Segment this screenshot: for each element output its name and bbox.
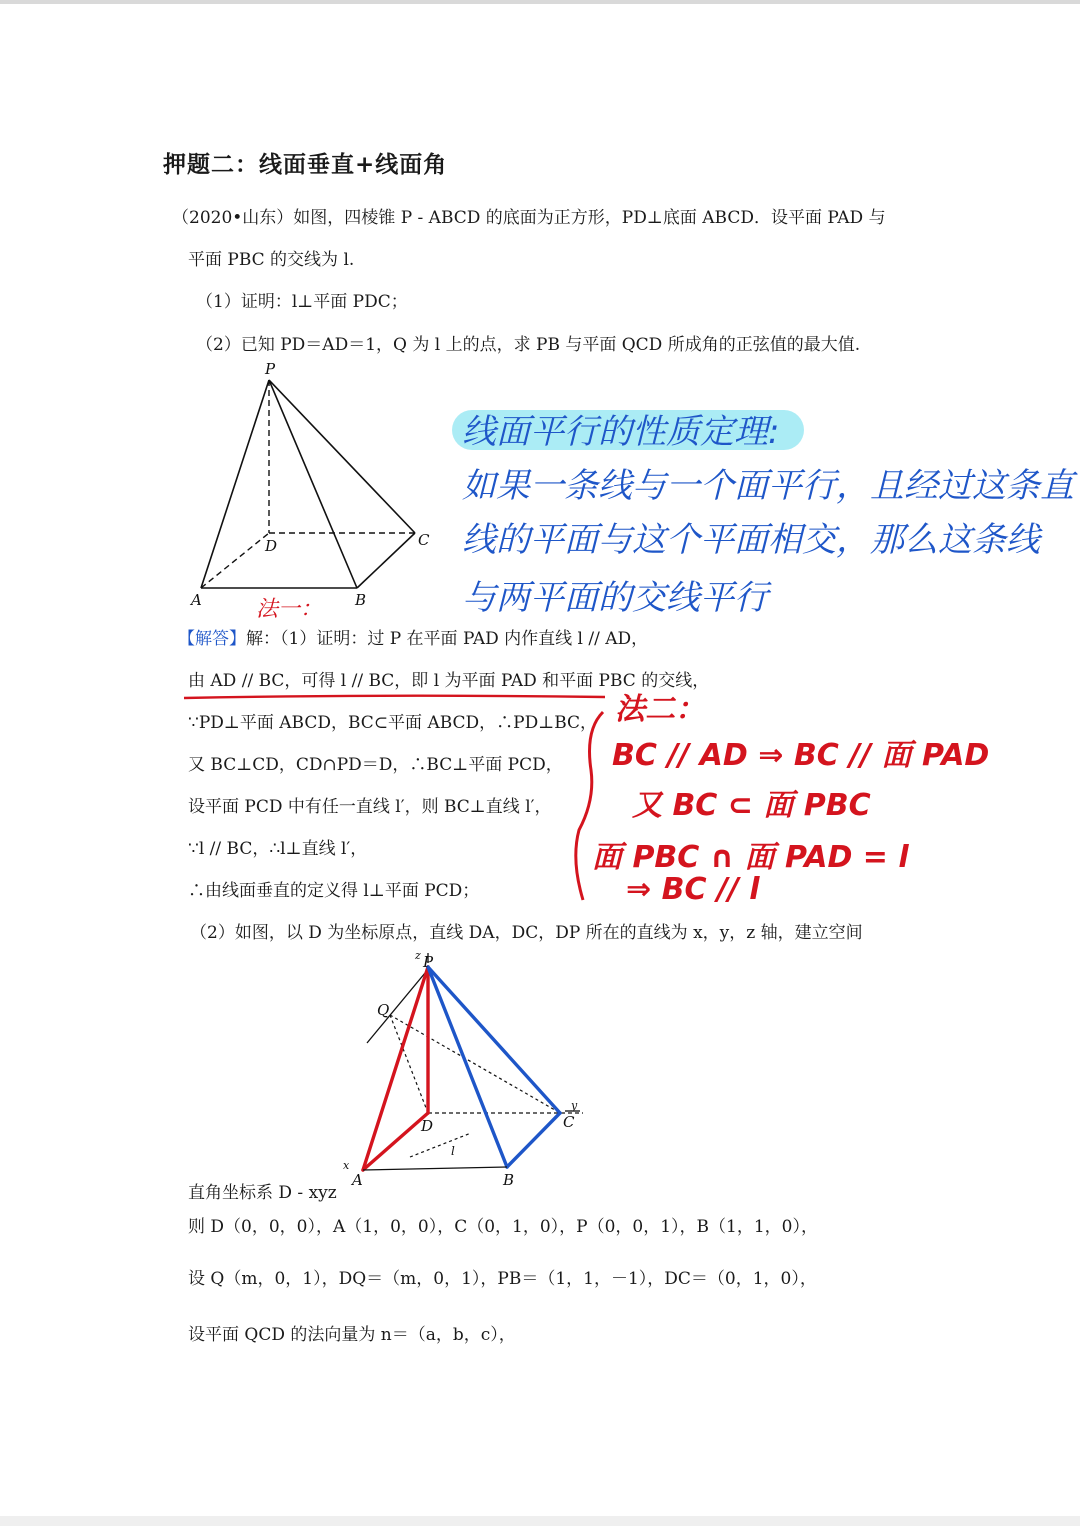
solution-line-10: 则 D（0，0，0），A（1，0，0），C（0，1，0），P（0，0，1），B（1，1，0）， <box>188 1217 818 1237</box>
label-C2: C <box>563 1113 575 1131</box>
annotation-red-line-3: 面 PBC ∩ 面 PAD = l <box>592 840 909 875</box>
edge-AD <box>201 533 269 588</box>
label-B: B <box>355 591 367 609</box>
annotation-red-line-2: 又 BC ⊂ 面 PBC <box>632 788 871 823</box>
annotation-red-line-4: ⇒ BC // l <box>626 872 760 907</box>
red-underline <box>180 690 610 704</box>
edge-PB <box>269 380 357 588</box>
label-B2: B <box>503 1171 515 1189</box>
blue-edge-PB <box>428 967 507 1167</box>
annotation-blue-line-3: 与两平面的交线平行 <box>462 578 768 618</box>
label-D2: D <box>421 1117 434 1135</box>
solution-line-11: 设 Q（m，0，1），DQ＝（m，0，1），PB＝（1，1，－1），DC＝（0，1，0）， <box>188 1269 817 1289</box>
annotation-blue-line-1: 如果一条线与一个面平行，且经过这条直 <box>462 466 1074 506</box>
solution-line-12: 设平面 QCD 的法向量为 n＝（a，b，c）， <box>188 1325 516 1345</box>
label-y: y <box>571 1099 578 1112</box>
edge-PC <box>269 380 415 533</box>
problem-line-2: 平面 PBC 的交线为 l. <box>188 250 355 270</box>
edge-BC <box>357 533 415 588</box>
segment-QC <box>390 1015 560 1113</box>
annotation-blue-line-2: 线的平面与这个平面相交，那么这条线 <box>462 520 1040 560</box>
solution-line-6: ∵l // BC，∴l⊥直线 l′， <box>188 839 368 859</box>
coordinate-figure <box>335 945 595 1190</box>
solution-text-1: 解：（1）证明：过 P 在平面 PAD 内作直线 l // AD， <box>246 629 649 649</box>
label-x: x <box>343 1159 350 1172</box>
solution-line-4: 又 BC⊥CD，CD∩PD＝D，∴BC⊥平面 PCD， <box>188 755 563 775</box>
label-P: P <box>265 360 276 378</box>
solution-line-7: ∴由线面垂直的定义得 l⊥平面 PCD； <box>188 881 480 901</box>
solution-line-9: 直角坐标系 D - xyz <box>188 1183 337 1203</box>
bottom-edge <box>0 1516 1080 1526</box>
label-C: C <box>418 531 430 549</box>
blue-edge-BC <box>507 1113 560 1167</box>
solution-line-8: （2）如图，以 D 为坐标原点，直线 DA，DC，DP 所在的直线为 x，y，z 轴，建立空间 <box>190 923 863 943</box>
annotation-red-line-1: BC // AD ⇒ BC // 面 PAD <box>612 738 990 773</box>
solution-line-3: ∵PD⊥平面 ABCD，BC⊂平面 ABCD，∴PD⊥BC， <box>188 713 598 733</box>
question-2: （2）已知 PD＝AD＝1，Q 为 l 上的点，求 PB 与平面 QCD 所成角的正弦值的最大值. <box>196 335 861 355</box>
problem-line-1: （2020•山东）如图，四棱锥 P - ABCD 的底面为正方形，PD⊥底面 ABCD．设平面 PAD 与 <box>172 208 886 228</box>
top-edge <box>0 0 1080 4</box>
annotation-blue-heading: 线面平行的性质定理: <box>462 412 780 452</box>
method-1-label: 法一： <box>256 597 323 622</box>
label-A: A <box>191 591 202 609</box>
label-Q: Q <box>377 1001 390 1019</box>
blue-edge-PC <box>428 967 560 1113</box>
method-2-label: 法二： <box>615 692 705 727</box>
question-1: （1）证明：l⊥平面 PDC； <box>196 292 408 312</box>
solution-line-5: 设平面 PCD 中有任一直线 l′，则 BC⊥直线 l′， <box>188 797 552 817</box>
solution-line-2: 由 AD // BC，可得 l // BC，即 l 为平面 PAD 和平面 PBC 的交线， <box>188 671 710 691</box>
label-z: z <box>415 949 421 962</box>
page-title: 押题二：线面垂直+线面角 <box>163 152 448 178</box>
label-D: D <box>265 537 278 555</box>
solution-line-1 <box>178 624 648 649</box>
pyramid-figure <box>185 358 445 613</box>
label-A2: A <box>352 1171 363 1189</box>
edge-PA <box>201 380 269 588</box>
edge-AB <box>363 1167 507 1170</box>
line-l-parallel <box>410 1133 471 1157</box>
label-P2: P <box>423 953 434 971</box>
label-l: l <box>451 1144 455 1158</box>
red-brace <box>565 700 615 910</box>
answer-tag: 【解答】 <box>178 629 246 649</box>
